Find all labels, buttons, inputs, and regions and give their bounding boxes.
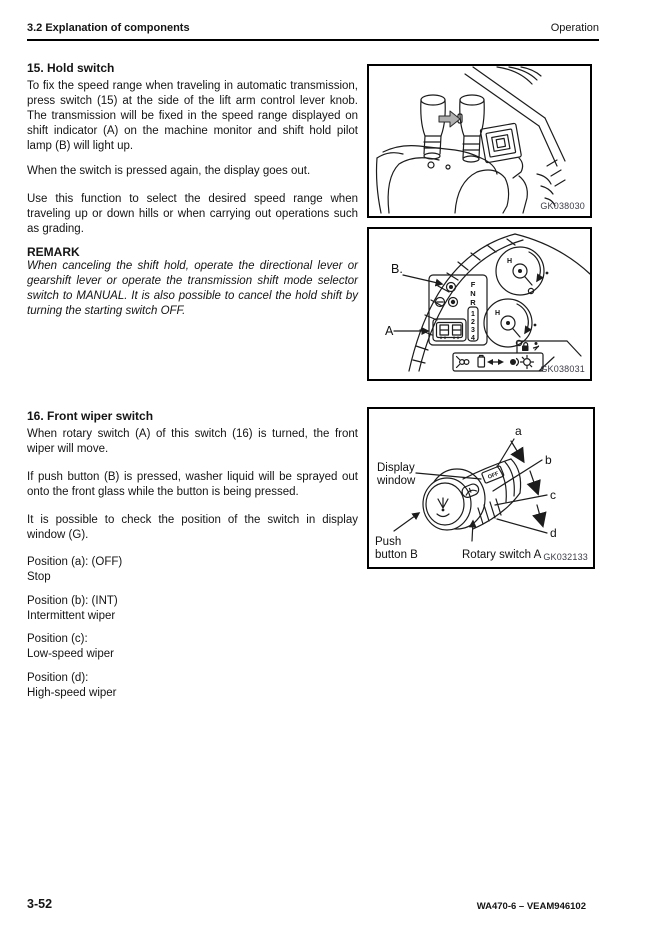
position-a [27,555,358,585]
svg-text:1: 1 [471,311,475,318]
switch-housing [480,123,521,163]
header-section-title: 3.2 Explanation of components [27,22,190,34]
position-b-label: Position (b): (INT) [27,595,118,607]
svg-text:R: R [470,298,476,307]
label-a: a [515,424,522,438]
position-b-desc: Intermittent wiper [27,610,116,622]
label-d: d [550,526,557,540]
svg-text:4: 4 [471,335,475,342]
lock-icon [522,346,529,352]
position-a-label: Position (a): (OFF) [27,556,123,568]
beam-icon [457,357,469,368]
section-15-title: 15. Hold switch [27,61,115,75]
svg-text:H: H [495,310,501,317]
section-16-paragraph-1: When rotary switch (A) of this switch (16) is turned, the front wiper will move. [27,428,358,455]
svg-text:N: N [470,289,476,298]
gauge-top [496,247,548,295]
figure-machine-monitor [367,227,592,381]
svg-text:F: F [470,280,476,289]
housing-base [513,158,523,178]
label-display-window: Display [377,462,415,474]
label-B: B. [391,262,403,276]
section-16-paragraph-3: It is possible to check the position of the switch in display window (G). [27,514,358,541]
figure-caption: GK032133 [543,552,588,562]
position-c-desc: Low-speed wiper [27,648,114,660]
svg-text:2: 2 [471,319,475,326]
figure-wiper-switch [367,407,595,569]
svg-text:button B: button B [375,549,418,561]
position-b [27,594,358,624]
section-15-paragraph-1: To fix the speed range when traveling in automatic transmission, press switch (15) at the side of the lift arm control lever knob. The transmission will be fixed in the speed range displayed on shift indicator (A) on the machine monitor and shift hold pilot lamp (B) will light up. [27,80,358,152]
rotation-arrows [511,441,542,523]
lever-drawing [369,66,590,216]
remark-title: REMARK [27,245,80,259]
position-a-desc: Stop [27,571,51,583]
gauge-bottom [484,299,536,347]
document-code: WA470-6 – VEAM946102 [476,901,586,912]
pointer-arrow-icon [439,111,460,127]
label-rotary-switch: Rotary switch A [462,549,542,561]
battery-icon [478,356,485,368]
page-header [27,22,599,41]
page-number: 3-52 [27,897,53,911]
section-15-paragraph-2: When the switch is pressed again, the display goes out. [27,165,311,177]
figure-hold-switch-levers [367,64,592,218]
wiper-switch-drawing [369,409,593,567]
position-d-label: Position (d): [27,672,89,684]
figure-caption: GK038030 [540,201,585,211]
label-push-button: Push [375,536,402,548]
double-arrow-icon [487,359,504,365]
section-16-paragraph-2: If push button (B) is pressed, washer liquid will be sprayed out onto the front glass while the button is being pressed. [27,471,358,498]
monitor-bezel [409,234,590,371]
position-d-desc: High-speed wiper [27,687,117,699]
console-outline [377,146,528,213]
remark-text: When canceling the shift hold, operate the directional lever or gearshift lever or operate the transmission shift mode selector switch to MANUAL. It is also possible to cancel the hold shift by turning the starting switch OFF. [27,260,358,317]
monitor-drawing [369,229,590,379]
gear-icon [521,356,534,369]
header-chapter: Operation [550,22,599,34]
svg-text:OFF: OFF [487,471,500,481]
left-lever-knob [421,95,446,159]
section-16-title: 16. Front wiper switch [27,409,154,423]
figure-caption: GK038031 [540,364,585,374]
tilt-icon [534,342,539,350]
gear-range-column [468,280,478,342]
position-c [27,632,358,662]
section-15-paragraph-3: Use this function to select the desired speed range when traveling up or down hills or when carrying out operations such as grading. [27,193,358,235]
position-c-label: Position (c): [27,633,88,645]
svg-text:window: window [377,475,416,487]
label-A: A [385,324,394,338]
wiper-knob [423,459,521,530]
svg-text:H: H [507,258,513,265]
label-c: c [550,488,556,502]
horn-icon [510,359,519,366]
icon-strip [453,353,543,371]
position-d [27,671,358,701]
right-lever-knob [458,95,484,162]
svg-text:3: 3 [471,327,475,334]
label-b: b [545,453,552,467]
shift-indicator-display [433,319,466,341]
